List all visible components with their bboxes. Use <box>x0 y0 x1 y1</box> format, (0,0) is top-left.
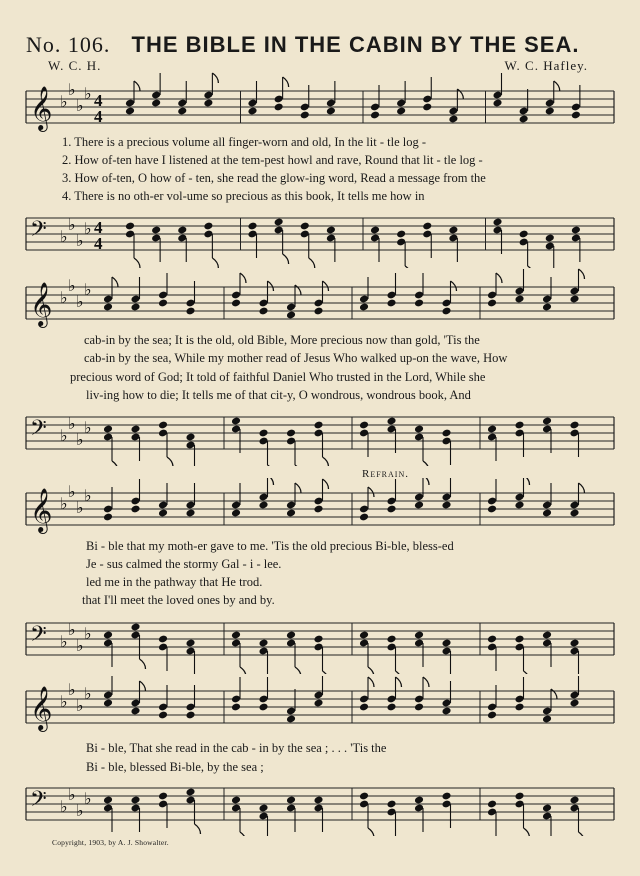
time-signature-bottom: 4 <box>94 107 103 126</box>
flat-icon: ♭ <box>84 684 92 703</box>
system-2-bass <box>0 400 640 466</box>
chord-note <box>247 222 257 258</box>
chord-note <box>386 677 401 711</box>
flat-icon: ♭ <box>68 215 76 234</box>
chord-note <box>414 425 429 466</box>
chord-note <box>487 685 497 719</box>
system-1-verse-4: 4. There is no oth-er vol-ume so precious as this book, It tells me how in <box>62 189 425 203</box>
system-3-verse-2: Je - sus calmed the stormy Gal - i - lee. <box>86 557 282 571</box>
chord-note <box>386 479 396 513</box>
chord-note <box>125 222 140 268</box>
chord-note <box>286 631 301 674</box>
chord-note <box>422 222 432 258</box>
chord-note <box>185 483 195 517</box>
chord-note <box>569 269 584 303</box>
chord-note <box>313 421 328 466</box>
system-2-verse-2: cab-in by the sea, While my mother read of Jesus Who walked up-on the wave, How <box>84 351 508 365</box>
chord-note <box>569 639 584 674</box>
flat-icon: ♭ <box>68 680 76 699</box>
chord-note <box>448 89 463 123</box>
chord-note <box>103 796 113 832</box>
chord-note <box>514 635 529 674</box>
flat-icon: ♭ <box>60 227 68 246</box>
chord-note <box>386 635 401 674</box>
chord-note <box>158 792 168 828</box>
chord-note <box>103 425 118 466</box>
chord-note <box>125 81 140 115</box>
chord-note <box>151 226 161 262</box>
hymn-title-line <box>26 32 616 58</box>
chord-note <box>487 800 497 836</box>
system-2-verse-3: precious word of God; It told of faithful Daniel Who trusted in the Lord, While she <box>70 370 486 384</box>
flat-icon: ♭ <box>60 692 68 711</box>
flat-icon: ♭ <box>84 624 92 643</box>
chord-note <box>158 635 168 671</box>
chord-note <box>514 792 529 836</box>
chord-note <box>519 230 534 268</box>
chord-note <box>414 273 424 307</box>
system-4-bass <box>0 772 640 836</box>
flat-icon: ♭ <box>84 418 92 437</box>
chord-note <box>514 478 529 509</box>
treble-clef-icon: 𝄞 <box>30 686 53 730</box>
flat-icon: ♭ <box>68 414 76 433</box>
bass-clef-icon: 𝄢 <box>30 416 47 446</box>
flat-icon: ♭ <box>68 482 76 501</box>
chord-note <box>177 81 187 115</box>
flat-icon: ♭ <box>68 276 76 295</box>
words-credit: W. C. H. <box>48 58 102 73</box>
time-signature-bottom: 4 <box>94 234 103 253</box>
chord-note <box>185 281 195 315</box>
flat-icon: ♭ <box>76 292 84 311</box>
chord-note <box>313 796 323 832</box>
chord-note <box>231 677 241 711</box>
chord-note <box>286 429 301 466</box>
chord-note <box>258 429 273 466</box>
chord-note <box>487 479 497 513</box>
chord-note <box>203 222 218 268</box>
chord-note <box>441 478 451 509</box>
flat-icon: ♭ <box>84 84 92 103</box>
chord-note <box>414 677 429 711</box>
chord-note <box>313 281 328 315</box>
flat-icon: ♭ <box>84 486 92 505</box>
chord-note <box>492 73 502 107</box>
staff-lines <box>26 788 614 820</box>
chord-note <box>103 631 113 667</box>
chord-note <box>514 269 524 303</box>
chord-note <box>396 81 406 115</box>
system-2 <box>0 268 640 338</box>
chord-note <box>158 685 168 719</box>
chord-note <box>545 81 560 115</box>
chord-note <box>300 85 310 119</box>
system-3-verse-3: led me in the pathway that He trod. <box>86 575 263 589</box>
bass-clef-icon: 𝄢 <box>30 622 47 652</box>
chord-note <box>545 234 555 268</box>
music-credit: W. C. Hafley. <box>504 58 588 73</box>
chord-note <box>177 226 187 262</box>
copyright-notice: Copyright, 1903, by A. J. Showalter. <box>52 838 169 847</box>
time-signature-top: 4 <box>94 218 103 237</box>
flat-icon: ♭ <box>60 797 68 816</box>
chord-note <box>231 273 246 307</box>
chord-note <box>441 639 456 674</box>
flat-icon: ♭ <box>68 620 76 639</box>
chord-note <box>441 281 456 315</box>
treble-clef-icon: 𝄞 <box>30 282 53 326</box>
chord-note <box>519 89 529 123</box>
flat-icon: ♭ <box>76 801 84 820</box>
chord-note <box>286 285 301 319</box>
chord-note <box>414 631 424 667</box>
chord-note <box>247 81 257 115</box>
chord-note <box>386 417 396 453</box>
bass-clef-icon: 𝄢 <box>30 787 47 817</box>
flat-icon: ♭ <box>76 430 84 449</box>
chord-note <box>386 800 396 836</box>
chord-note <box>370 226 380 262</box>
time-signature-top: 4 <box>94 91 103 110</box>
chord-note <box>414 796 424 832</box>
chord-note <box>326 81 336 115</box>
chord-note <box>313 635 328 674</box>
flat-icon: ♭ <box>68 80 76 99</box>
chord-note <box>569 796 584 836</box>
chord-note <box>286 689 296 723</box>
flat-icon: ♭ <box>76 636 84 655</box>
chord-note <box>542 277 552 311</box>
chord-note <box>571 226 581 262</box>
flat-icon: ♭ <box>76 96 84 115</box>
system-2-verse-1: cab-in by the sea; It is the old, old Bible, More precious now than gold, 'Tis the <box>84 333 480 347</box>
system-2-verse-4: liv-ing how to die; It tells me of that cit-y, O wondrous, wondrous book, And <box>86 388 471 402</box>
chord-note <box>130 425 140 461</box>
flat-icon: ♭ <box>60 288 68 307</box>
chord-note <box>258 639 268 674</box>
flat-icon: ♭ <box>60 92 68 111</box>
chord-note <box>542 483 552 517</box>
chord-note <box>359 631 374 674</box>
chord-note <box>514 421 524 457</box>
chord-note <box>286 796 296 832</box>
chord-note <box>130 796 140 832</box>
chord-note <box>441 681 451 715</box>
chord-note <box>231 483 241 517</box>
chord-note <box>571 85 581 119</box>
chord-note <box>569 421 579 457</box>
chord-note <box>258 478 273 509</box>
chord-note <box>258 281 273 315</box>
chord-note <box>130 681 145 715</box>
chord-note <box>414 478 429 509</box>
chord-note <box>492 218 502 254</box>
chord-note <box>359 487 374 521</box>
chord-note <box>396 230 411 268</box>
chord-note <box>359 421 369 457</box>
chord-note <box>231 631 246 674</box>
refrain-label: Refrain. <box>362 468 409 480</box>
chord-note <box>185 639 200 674</box>
chord-note <box>542 689 557 723</box>
chord-note <box>359 677 374 711</box>
system-3-verse-1: Bi - ble that my moth-er gave to me. 'Tis the old precious Bi-ble, bless-ed <box>86 539 454 553</box>
flat-icon: ♭ <box>60 494 68 513</box>
treble-clef-icon: 𝄞 <box>30 86 53 130</box>
system-4-line-1: Bi - ble, That she read in the cab - in by the sea ; . . . 'Tis the <box>86 741 387 755</box>
chord-note <box>130 277 140 311</box>
system-4-line-2: Bi - ble, blessed Bi-ble, by the sea ; <box>86 760 264 774</box>
chord-note <box>203 73 218 107</box>
system-1-verse-1: 1. There is a precious volume all finger-worn and old, In the lit - tle log - <box>62 135 427 149</box>
flat-icon: ♭ <box>76 498 84 517</box>
flat-icon: ♭ <box>76 231 84 250</box>
chord-note <box>514 677 524 711</box>
chord-note <box>487 635 497 671</box>
chord-note <box>542 417 552 453</box>
chord-note <box>386 273 396 307</box>
treble-clef-icon: 𝄞 <box>30 488 53 532</box>
chord-note <box>313 676 323 707</box>
chord-note <box>258 677 268 711</box>
chord-note <box>274 218 289 264</box>
chord-note <box>487 425 497 461</box>
chord-note <box>359 792 374 836</box>
system-3 <box>0 478 640 540</box>
chord-note <box>326 226 336 262</box>
chord-note <box>130 479 140 513</box>
chord-note <box>185 685 195 719</box>
chord-note <box>130 623 145 669</box>
system-1 <box>0 72 640 142</box>
chord-note <box>441 792 451 828</box>
chord-note <box>313 479 328 513</box>
hymn-title: THE BIBLE IN THE CABIN BY THE SEA. <box>131 32 580 57</box>
chord-note <box>158 483 168 517</box>
hymn-number: No. 106. <box>26 32 111 57</box>
chord-note <box>569 676 579 707</box>
flat-icon: ♭ <box>76 696 84 715</box>
system-4 <box>0 676 640 738</box>
chord-note <box>286 483 301 517</box>
chord-note <box>569 483 584 517</box>
chord-note <box>359 277 369 311</box>
flat-icon: ♭ <box>84 280 92 299</box>
flat-icon: ♭ <box>84 789 92 808</box>
flat-icon: ♭ <box>84 219 92 238</box>
chord-note <box>158 421 173 466</box>
chord-note <box>441 429 451 465</box>
system-1-bass <box>0 200 640 268</box>
system-1-verse-2: 2. How of-ten have I listened at the tem-pest howl and rave, Round that lit - tle log - <box>62 153 483 167</box>
chord-note <box>422 77 432 111</box>
chord-note <box>103 487 113 521</box>
chord-note <box>158 273 168 307</box>
system-3-bass <box>0 604 640 674</box>
chord-note <box>151 73 161 107</box>
chord-note <box>185 788 200 834</box>
chord-note <box>103 277 118 311</box>
flat-icon: ♭ <box>60 426 68 445</box>
chord-note <box>370 85 380 119</box>
chord-note <box>231 417 241 453</box>
flat-icon: ♭ <box>60 632 68 651</box>
chord-note <box>487 273 502 307</box>
chord-note <box>542 631 552 667</box>
chord-note <box>274 77 289 111</box>
bass-clef-icon: 𝄢 <box>30 217 47 247</box>
flat-icon: ♭ <box>68 785 76 804</box>
system-1-verse-3: 3. How of-ten, O how of - ten, she read the glow-ing word, Read a message from the <box>62 171 486 185</box>
chord-note <box>103 676 113 707</box>
chord-note <box>448 226 458 262</box>
chord-note <box>231 796 246 836</box>
system-3-verse-4: that I'll meet the loved ones by and by. <box>82 593 275 607</box>
chord-note <box>300 222 315 268</box>
